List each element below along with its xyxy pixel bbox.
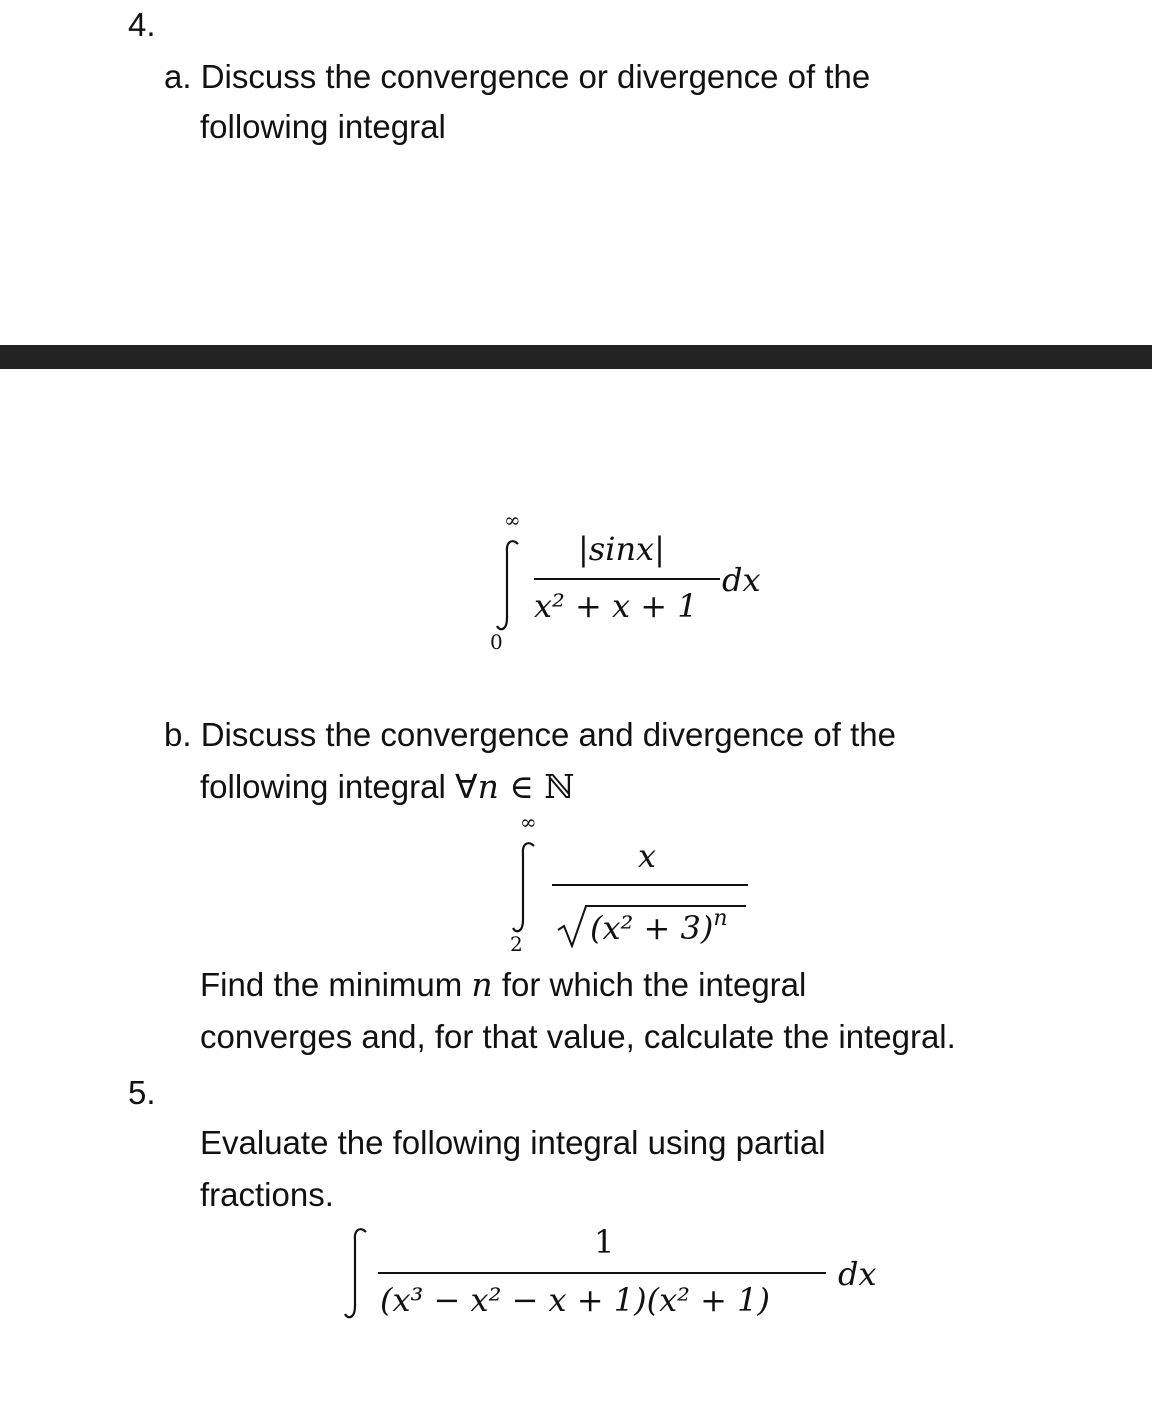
integral-a-sign-icon: [494, 538, 524, 634]
integral-a-lower-limit: 0: [490, 630, 503, 654]
integral-5-differential: dx: [838, 1255, 877, 1293]
integral-b-upper-limit: ∞: [520, 810, 537, 834]
part-b-line-3-variable: n: [471, 965, 493, 1004]
part-b-line-3-text-a: Find the minimum: [200, 966, 472, 1003]
part-b-line-2-text: following integral ∀: [200, 768, 478, 805]
page-separator-bar: [0, 345, 1152, 369]
integral-5-sign-icon: [342, 1226, 372, 1322]
radicand-exponent: n: [713, 906, 728, 931]
part-a-line-1: a. Discuss the convergence or divergence of the: [164, 58, 871, 95]
part-b-line-2-variable: n: [477, 767, 499, 806]
radicand-base: (x² + 3): [590, 909, 714, 947]
problem-5-line-2: fractions.: [200, 1176, 334, 1213]
part-a-line-2: following integral: [200, 108, 446, 145]
part-b-line-3: [200, 965, 807, 1004]
problem-5-number: 5.: [128, 1074, 156, 1111]
integral-5-denominator: (x³ − x² − x + 1)(x² + 1): [380, 1281, 770, 1319]
part-b-line-4: converges and, for that value, calculate the integral.: [200, 1018, 956, 1055]
problem-5-line-1: Evaluate the following integral using partial: [200, 1124, 826, 1161]
integral-a-differential: dx: [722, 561, 761, 599]
part-b-line-3-text-b: for which the integral: [492, 966, 807, 1003]
integral-b-radicand: [590, 906, 728, 947]
part-b-line-2: [200, 767, 575, 806]
integral-a-numerator: |sinx|: [578, 530, 665, 568]
integral-b-numerator: x: [638, 837, 657, 875]
part-b-line-1: b. Discuss the convergence and divergence of the: [164, 716, 896, 753]
integral-a-upper-limit: ∞: [504, 508, 521, 532]
integral-5-fraction-bar: [378, 1272, 826, 1274]
square-root-icon: [556, 904, 590, 948]
problem-4-number: 4.: [128, 6, 156, 43]
integral-5-numerator: 1: [594, 1223, 615, 1261]
integral-b-lower-limit: 2: [510, 932, 523, 956]
integral-a-fraction-bar: [534, 578, 720, 580]
integral-b-fraction-bar: [552, 884, 748, 886]
integral-b-sign-icon: [510, 840, 540, 936]
integral-a-denominator: x² + x + 1: [534, 587, 698, 625]
part-b-line-2-set: ∈ ℕ: [498, 767, 575, 806]
